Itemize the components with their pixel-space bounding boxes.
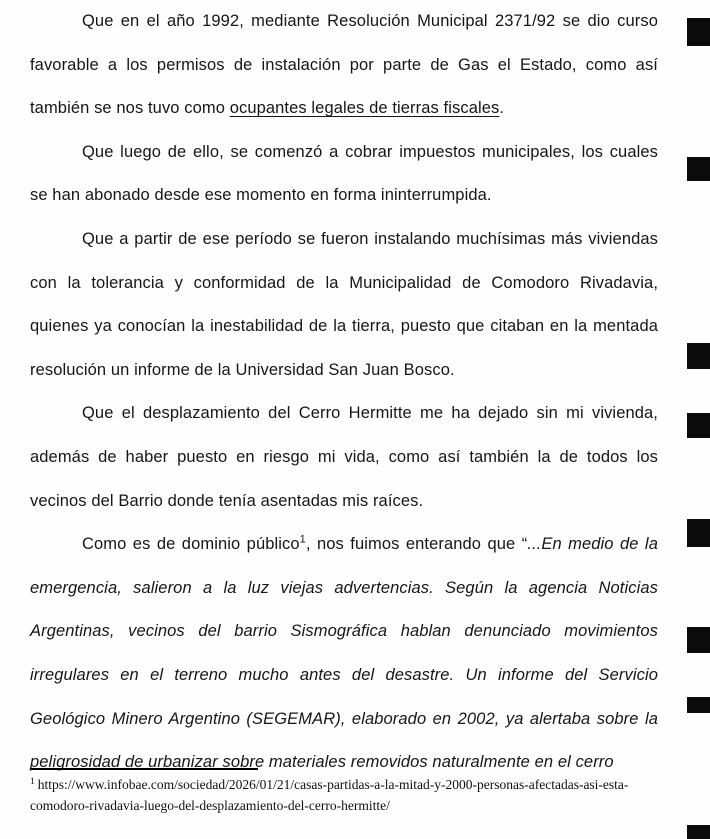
scan-artifact (687, 697, 710, 713)
paragraph (30, 131, 658, 218)
scan-artifact (687, 18, 710, 46)
text-segment: Que luego de ello, se comenzó a cobrar impuestos municipales, los cuales se han abonado desde ese momento en forma ininterrumpida. (30, 142, 658, 205)
scan-artifact (687, 519, 710, 547)
scan-artifact (687, 157, 710, 181)
text-segment: ...En medio de la emergencia, salieron a la luz viejas advertencias. Según la agencia Noticias Argentinas, vecinos del barrio Sismográfica hablan denunciado movimientos irregulares en el terreno mucho antes del desastre. Un informe del Servicio Geológico Minero Argentino (SEGEMAR), elaborado en 2002, ya alertaba sobre la peligrosidad de urbanizar sobre materiales removidos naturalmente en el cerro (30, 535, 658, 772)
paragraph (30, 0, 658, 131)
scan-artifact (687, 627, 710, 653)
text-segment: 1 (299, 533, 306, 546)
scan-artifact (687, 825, 710, 839)
paragraph (30, 218, 658, 392)
document-body (30, 0, 658, 785)
footnote-url: https://www.infobae.com/sociedad/2026/01/21/casas-partidas-a-la-mitad-y-2000-personas-afectadas-asi-esta-comodoro-rivadavia-luego-del-desplazamiento-del-cerro-hermitte/ (30, 777, 629, 813)
text-segment: . (499, 99, 505, 118)
footnote (30, 768, 680, 816)
text-segment: ocupantes legales de tierras fiscales (229, 99, 500, 118)
paragraph (30, 392, 658, 523)
footnote-divider (30, 768, 258, 770)
text-segment: Que en el año 1992, mediante Resolución Municipal 2371/92 se dio curso favorable a los permisos de instalación por parte de Gas el Estado, como así también se nos tuvo como (30, 12, 658, 118)
text-segment: Como es de dominio público (82, 535, 300, 554)
footnote-text (30, 775, 680, 816)
text-segment: , nos fuimos enterando que “ (305, 535, 528, 554)
scan-artifact (687, 413, 710, 438)
scan-artifact (687, 343, 710, 369)
footnote-marker: 1 (30, 776, 35, 787)
text-segment: Que a partir de ese período se fueron instalando muchísimas más viviendas con la tolerancia y conformidad de la Municipalidad de Comodoro Rivadavia, quienes ya conocían la inestabilidad de la tierra, puesto que citaban en la mentada resolución un informe de la Universidad San Juan Bosco. (30, 229, 658, 379)
text-segment: Que el desplazamiento del Cerro Hermitte me ha dejado sin mi vivienda, además de haber puesto en riesgo mi vida, como así también la de todos los vecinos del Barrio donde tenía asentadas mis raíces. (30, 404, 658, 510)
paragraph (30, 523, 658, 785)
